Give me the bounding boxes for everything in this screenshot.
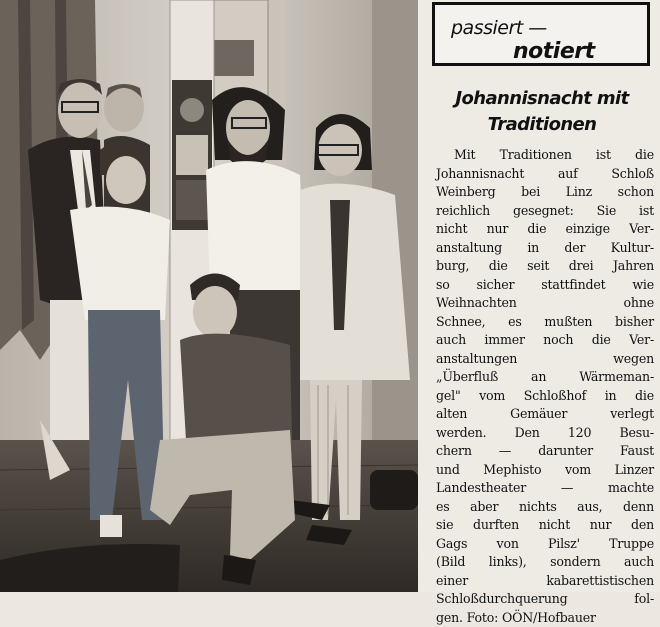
kicker-top-text: passiert — (451, 17, 547, 39)
body-line: burg, die seit drei Jahren (436, 257, 654, 276)
headline-line-1: Johannisnacht mit (432, 86, 652, 112)
body-line: Weinberg bei Linz schon (436, 183, 654, 202)
body-line: „Überfluß an Wärmeman- (436, 368, 654, 387)
body-line: sie durften nicht nur den (436, 516, 654, 535)
body-line: anstaltung in der Kultur- (436, 239, 654, 258)
body-line-photo-credit: gen. Foto: OÖN/Hofbauer (436, 609, 654, 627)
body-line: (Bild links), sondern auch (436, 553, 654, 572)
article-column (418, 0, 660, 592)
body-line: Mit Traditionen ist die (436, 146, 654, 165)
body-line: es aber nichts aus, denn (436, 498, 654, 517)
body-line: Gags von Pilsz' Truppe (436, 535, 654, 554)
body-line: werden. Den 120 Besu- (436, 424, 654, 443)
body-line: reichlich gesegnet: Sie ist (436, 202, 654, 221)
section-kicker-box (432, 2, 650, 66)
body-line: auch immer noch die Ver- (436, 331, 654, 350)
body-line: chern — darunter Faust (436, 442, 654, 461)
body-line: alten Gemäuer verlegt (436, 405, 654, 424)
kicker-bottom-text: notiert (513, 39, 595, 64)
article-body (436, 146, 654, 627)
body-line: Schloßdurchquerung fol- (436, 590, 654, 609)
body-line: so sicher stattfindet wie (436, 276, 654, 295)
body-line: Schnee, es mußten bisher (436, 313, 654, 332)
body-line: Landestheater — machte (436, 479, 654, 498)
article-headline (432, 86, 652, 138)
headline-line-2: Traditionen (432, 112, 652, 138)
body-line: Johannisnacht auf Schloß (436, 165, 654, 184)
body-line: anstaltungen wegen (436, 350, 654, 369)
body-line: Weihnachten ohne (436, 294, 654, 313)
body-line: und Mephisto vom Linzer (436, 461, 654, 480)
bag (370, 470, 418, 510)
body-line: nicht nur die einzige Ver- (436, 220, 654, 239)
body-line: einer kabarettistischen (436, 572, 654, 591)
body-line: gel" vom Schloßhof in die (436, 387, 654, 406)
